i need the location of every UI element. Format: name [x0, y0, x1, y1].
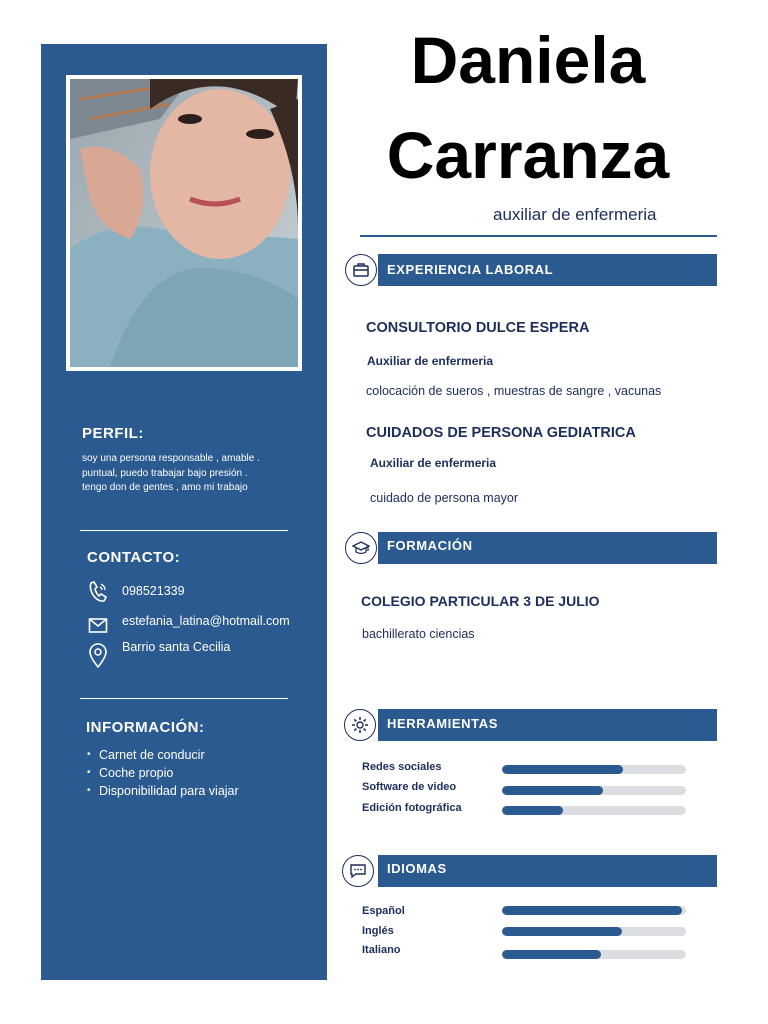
languages-heading: IDIOMAS [387, 861, 447, 876]
contact-address: Barrio santa Cecilia [122, 640, 231, 654]
job-role: Auxiliar de enfermeria [370, 456, 497, 470]
chat-bubble-icon [342, 855, 374, 887]
language-level-fill [502, 950, 601, 959]
language-level-bar [502, 950, 686, 959]
job-title: auxiliar de enfermeria [493, 205, 657, 224]
tool-level-fill [502, 786, 603, 795]
language-level-bar [502, 906, 686, 915]
header-rule [360, 235, 717, 237]
job-org: CUIDADOS DE PERSONA GEDIATRICA [366, 425, 636, 441]
info-item: • Disponibilidad para viajar [99, 782, 239, 800]
school-name: COLEGIO PARTICULAR 3 DE JULIO [361, 593, 600, 609]
contact-email[interactable]: estefania_latina@hotmail.com [122, 614, 290, 628]
language-level-fill [502, 906, 682, 915]
tools-heading: HERRAMIENTAS [387, 716, 498, 731]
tool-label: Edición fotográfica [362, 802, 462, 814]
profile-photo [70, 79, 298, 367]
profile-text [82, 452, 312, 496]
contact-heading: CONTACTO: [87, 549, 181, 566]
info-list [85, 746, 239, 800]
last-name: Carranza [386, 118, 670, 192]
degree: bachillerato ciencias [362, 627, 475, 641]
language-label: Inglés [362, 925, 394, 937]
job-role: Auxiliar de enfermeria [367, 354, 494, 368]
tool-label: Software de video [362, 781, 457, 793]
sidebar-divider [80, 698, 288, 699]
profile-heading: PERFIL: [82, 425, 144, 442]
tool-level-bar [502, 765, 686, 774]
graduation-cap-icon [345, 532, 377, 564]
info-heading: INFORMACIÓN: [86, 719, 205, 736]
profile-line: soy una persona responsable , amable . [82, 453, 260, 464]
tool-label: Redes sociales [362, 761, 442, 773]
language-level-fill [502, 927, 622, 936]
tool-level-fill [502, 765, 623, 774]
phone-icon [88, 580, 108, 604]
language-label: Español [362, 905, 405, 917]
profile-line: puntual, puedo trabajar bajo presión . [82, 467, 248, 479]
envelope-icon [88, 614, 108, 638]
profile-line: tengo don de gentes , amo mi trabajo [82, 482, 248, 493]
sidebar-divider [80, 530, 288, 531]
info-item: • Carnet de conducir [99, 746, 239, 764]
tool-level-fill [502, 806, 563, 815]
info-item: • Coche propio [99, 764, 239, 782]
first-name: Daniela [410, 23, 646, 97]
job-description: colocación de sueros , muestras de sangre , vacunas [366, 384, 662, 398]
gear-icon [344, 709, 376, 741]
experience-heading: EXPERIENCIA LABORAL [387, 262, 554, 277]
job-description: cuidado de persona mayor [370, 491, 519, 505]
job-org: CONSULTORIO DULCE ESPERA [366, 320, 590, 336]
language-level-bar [502, 927, 686, 936]
education-heading: FORMACIÓN [387, 538, 473, 553]
language-label: Italiano [362, 944, 401, 956]
tool-level-bar [502, 786, 686, 795]
briefcase-icon [345, 254, 377, 286]
contact-phone[interactable]: 098521339 [122, 584, 185, 598]
tool-level-bar [502, 806, 686, 815]
location-pin-icon [88, 643, 108, 667]
